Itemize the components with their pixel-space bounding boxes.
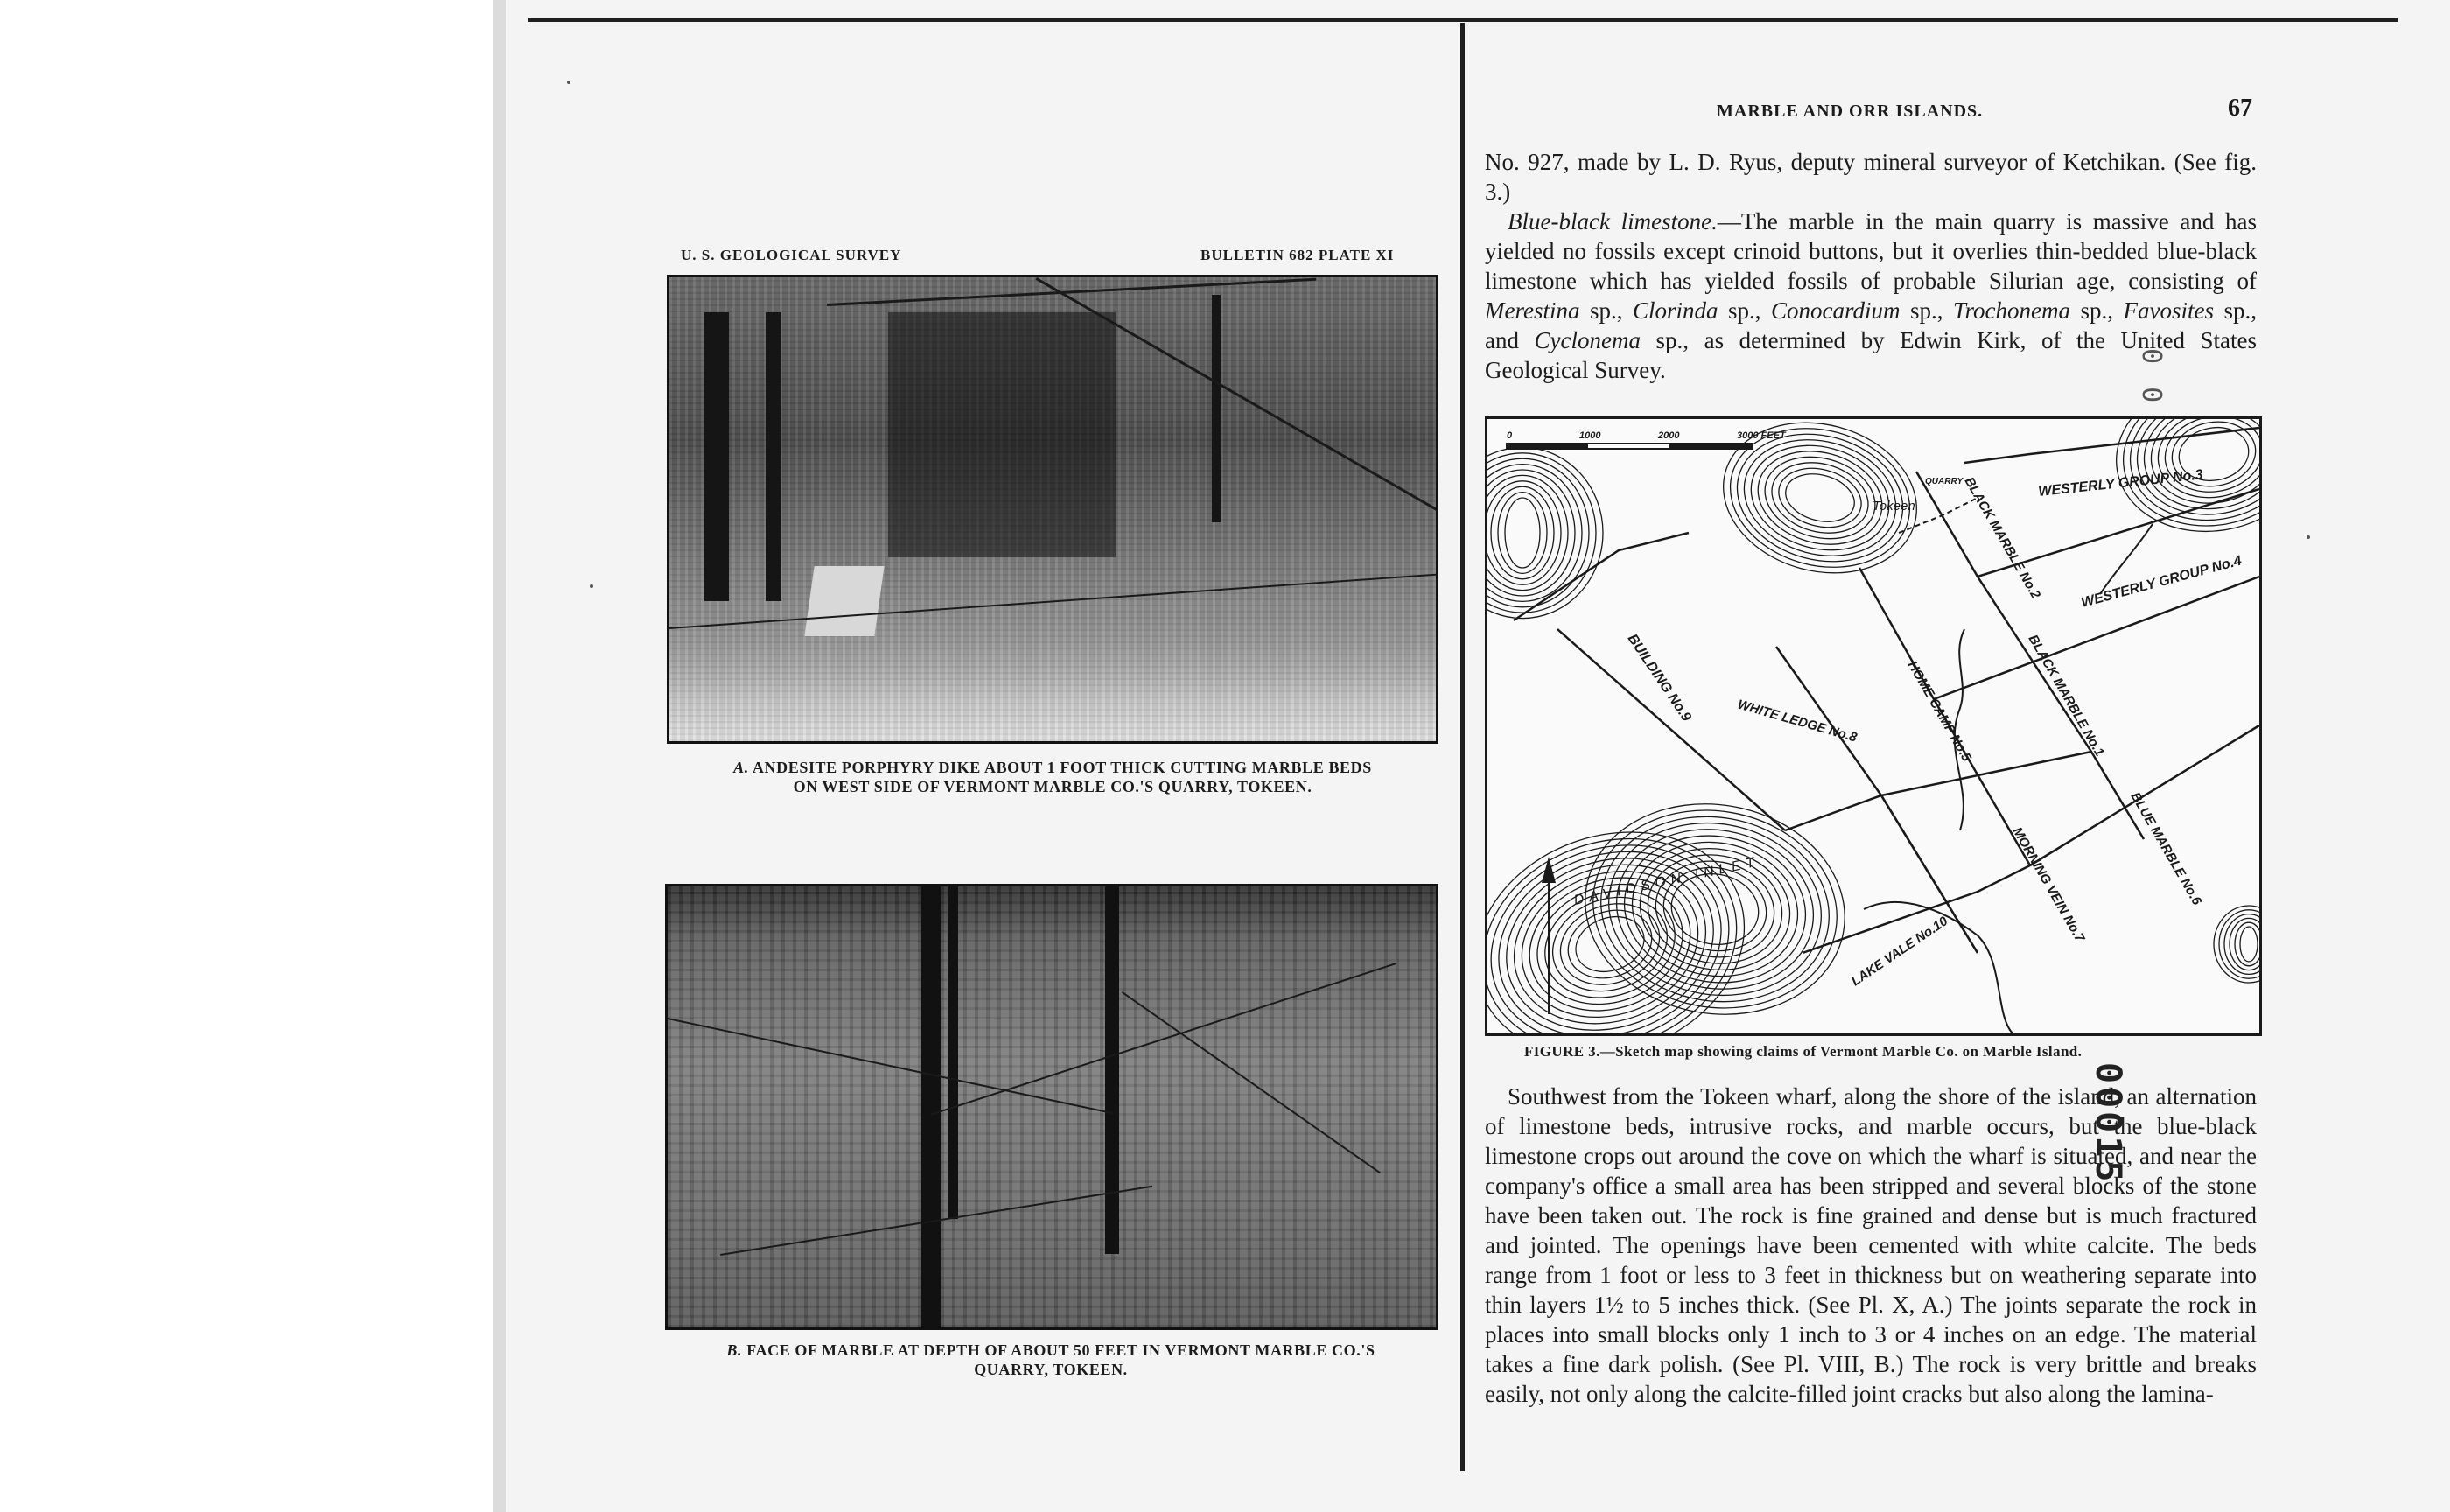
contour-line bbox=[2240, 927, 2258, 962]
map-label-tokeen: Tokeen bbox=[1872, 499, 1915, 514]
map-label-home-camp-5: HOME CAMP No.5 bbox=[1904, 658, 1974, 765]
contour-line bbox=[1505, 498, 1540, 568]
map-label-white-ledge-8: WHITE LEDGE No.8 bbox=[1735, 696, 1858, 746]
contour-line bbox=[1595, 807, 1835, 1012]
contour-line bbox=[1747, 438, 1893, 558]
sketch-map bbox=[1485, 416, 2262, 1036]
contour-line bbox=[1613, 822, 1817, 997]
figure-caption: FIGURE 3.—Sketch map showing claims of Vermont Marble Co. on Marble Island. bbox=[1524, 1043, 2082, 1060]
plate-a-letter: A. bbox=[733, 759, 749, 776]
plate-photo-a bbox=[667, 275, 1438, 744]
map-label-westerly-group-3: WESTERLY GROUP No.3 bbox=[2037, 467, 2204, 500]
map-label-blue-marble-6: BLUE MARBLE No.6 bbox=[2127, 789, 2205, 908]
scale-label: 2000 bbox=[1658, 430, 1680, 441]
contour-line bbox=[2230, 918, 2259, 970]
map-label-lake-vale-10: LAKE VALE No.10 bbox=[1848, 914, 1951, 990]
contour-line bbox=[2214, 906, 2259, 983]
contour-line bbox=[1781, 467, 1860, 529]
map-label-black-marble-2: BLACK MARBLE No.2 bbox=[1961, 474, 2044, 602]
photo-shadow bbox=[888, 312, 1116, 557]
plate-photo-b bbox=[665, 884, 1438, 1330]
claim-line bbox=[1776, 647, 1978, 953]
plate-a-caption-line1: ANDESITE PORPHYRY DIKE ABOUT 1 FOOT THICK CUTTING MARBLE BEDS bbox=[748, 759, 1372, 776]
photo-streak bbox=[1105, 886, 1119, 1254]
map-label-building-9: BUILDING No.9 bbox=[1624, 631, 1694, 724]
speck bbox=[567, 80, 570, 84]
genus-name: Favosites bbox=[2123, 298, 2214, 324]
photo-ledge-line bbox=[669, 574, 1438, 629]
scale-label: 0 bbox=[1507, 430, 1513, 441]
plate-a-caption bbox=[667, 758, 1438, 796]
plate-header-left: U. S. GEOLOGICAL SURVEY bbox=[681, 247, 902, 263]
claim-line bbox=[1916, 472, 2144, 839]
plate-a-caption-line2: ON WEST SIDE OF VERMONT MARBLE CO.'S QUARRY, TOKEEN. bbox=[793, 778, 1312, 795]
plate-b-letter: B. bbox=[726, 1341, 743, 1359]
photo-crack bbox=[1122, 991, 1381, 1173]
map-label-davidson-inlet: DAVIDSON INLET bbox=[1572, 854, 1761, 908]
map-label-quarry: QUARRY bbox=[1925, 477, 1964, 486]
contour-line bbox=[1578, 791, 1853, 1026]
claim-line bbox=[1514, 533, 1689, 620]
plate-b-caption bbox=[665, 1340, 1437, 1379]
photo-pillar bbox=[1212, 295, 1221, 522]
contour-line bbox=[2219, 910, 2259, 978]
body-text-bottom bbox=[1485, 1082, 2257, 1409]
speck bbox=[2306, 536, 2310, 539]
map-label-black-marble-1: BLACK MARBLE No.1 bbox=[2025, 632, 2108, 760]
scale-label: 3000 FEET bbox=[1737, 430, 1786, 441]
gutter-rule bbox=[1460, 23, 1465, 1471]
paragraph-3: Southwest from the Tokeen wharf, along the shore of the island, an alternation of limestone beds, intrusive rocks, and marble occurs, but the blue-black limestone crops out around the cove on which the wharf is situated, and near the company's office a small area has been stripped and several blocks of the stone have been taken out. The rock is fine grained and dense but is much fractured and jointed. The openings have been cemented with white calcite. The beds range from 1 foot or less to 3 feet in thickness but on weathering separate into thin layers 1½ to 5 inches thick. (See Pl. X, A.) The joints separate the rock in places into small blocks only 1 inch to 3 or 4 inches on an edge. The material takes a fine dark polish. (See Pl. VIII, B.) The rock is very brittle and breaks easily, not only along the calcite-filled joint cracks but also along the lamina- bbox=[1485, 1083, 2257, 1407]
contour-line bbox=[2235, 922, 2259, 966]
plate-header-right: BULLETIN 682 PLATE XI bbox=[1200, 247, 1395, 263]
contour-line bbox=[1569, 784, 1862, 1033]
page-number: 67 bbox=[2228, 94, 2252, 122]
photo-pillar bbox=[704, 312, 729, 601]
photo-streak bbox=[921, 886, 941, 1327]
archive-stamp: 00015 bbox=[2088, 1062, 2128, 1186]
paragraph-2-text: sp., bbox=[2070, 298, 2124, 324]
paragraph-2-text: sp., bbox=[1718, 298, 1772, 324]
contour-line bbox=[1491, 486, 1554, 579]
speck bbox=[590, 584, 593, 588]
running-head: MARBLE AND ORR ISLANDS. bbox=[1717, 102, 1984, 121]
contour-line bbox=[2143, 419, 2259, 513]
claim-line bbox=[1558, 629, 1785, 830]
section-heading: Blue-black limestone. bbox=[1508, 208, 1718, 234]
photo-pillar bbox=[766, 312, 781, 601]
photo-derrick-cable bbox=[827, 278, 1316, 306]
genus-name: Clorinda bbox=[1632, 298, 1718, 324]
scan-edge bbox=[494, 0, 506, 1512]
photo-crack bbox=[930, 962, 1396, 1116]
contour-line bbox=[1764, 452, 1876, 543]
genus-name: Merestina bbox=[1485, 298, 1580, 324]
genus-name: Conocardium bbox=[1771, 298, 1900, 324]
photo-streak bbox=[948, 886, 958, 1219]
plate-b-caption-line2: QUARRY, TOKEEN. bbox=[974, 1361, 1128, 1378]
claim-line bbox=[1964, 428, 2259, 463]
paragraph-2-text: sp., bbox=[1900, 298, 1954, 324]
paragraph-2-text: —The marble in the main quarry is massive and has yielded no fossils except crinoid buttons, but it overlies thin-bedded blue-black limestone which has yielded fossils of probable Silurian age, consisting of bbox=[1485, 208, 2257, 294]
paragraph-1: No. 927, made by L. D. Ryus, deputy mineral surveyor of Ketchikan. (See fig. 3.) bbox=[1485, 149, 2257, 205]
claim-line bbox=[1785, 752, 2091, 830]
contour-line bbox=[1488, 453, 1596, 612]
top-rule bbox=[528, 18, 2398, 22]
photo-crack bbox=[668, 1018, 1113, 1114]
paragraph-2-text: sp., and bbox=[1485, 298, 2257, 354]
photo-marble-block bbox=[804, 566, 884, 636]
paragraph-2-text: sp., as determined by Edwin Kirk, of the United States Geological Survey. bbox=[1485, 327, 2258, 383]
sketch-map-svg bbox=[1488, 419, 2259, 1033]
scale-bar bbox=[1507, 430, 1787, 449]
map-label-morning-vein-7: MORNING VEIN No.7 bbox=[2009, 824, 2088, 945]
paragraph-2-text: sp., bbox=[1579, 298, 1633, 324]
genus-name: Cyclonema bbox=[1534, 327, 1641, 354]
map-label-westerly-group-4: WESTERLY GROUP No.4 bbox=[2079, 553, 2244, 611]
scale-label: 1000 bbox=[1579, 430, 1601, 441]
plate-b-caption-line1: FACE OF MARBLE AT DEPTH OF ABOUT 50 FEET IN VERMONT MARBLE CO.'S bbox=[742, 1341, 1376, 1359]
genus-name: Trochonema bbox=[1953, 298, 2071, 324]
archive-stamp-faint: 0 0 bbox=[2136, 348, 2166, 407]
